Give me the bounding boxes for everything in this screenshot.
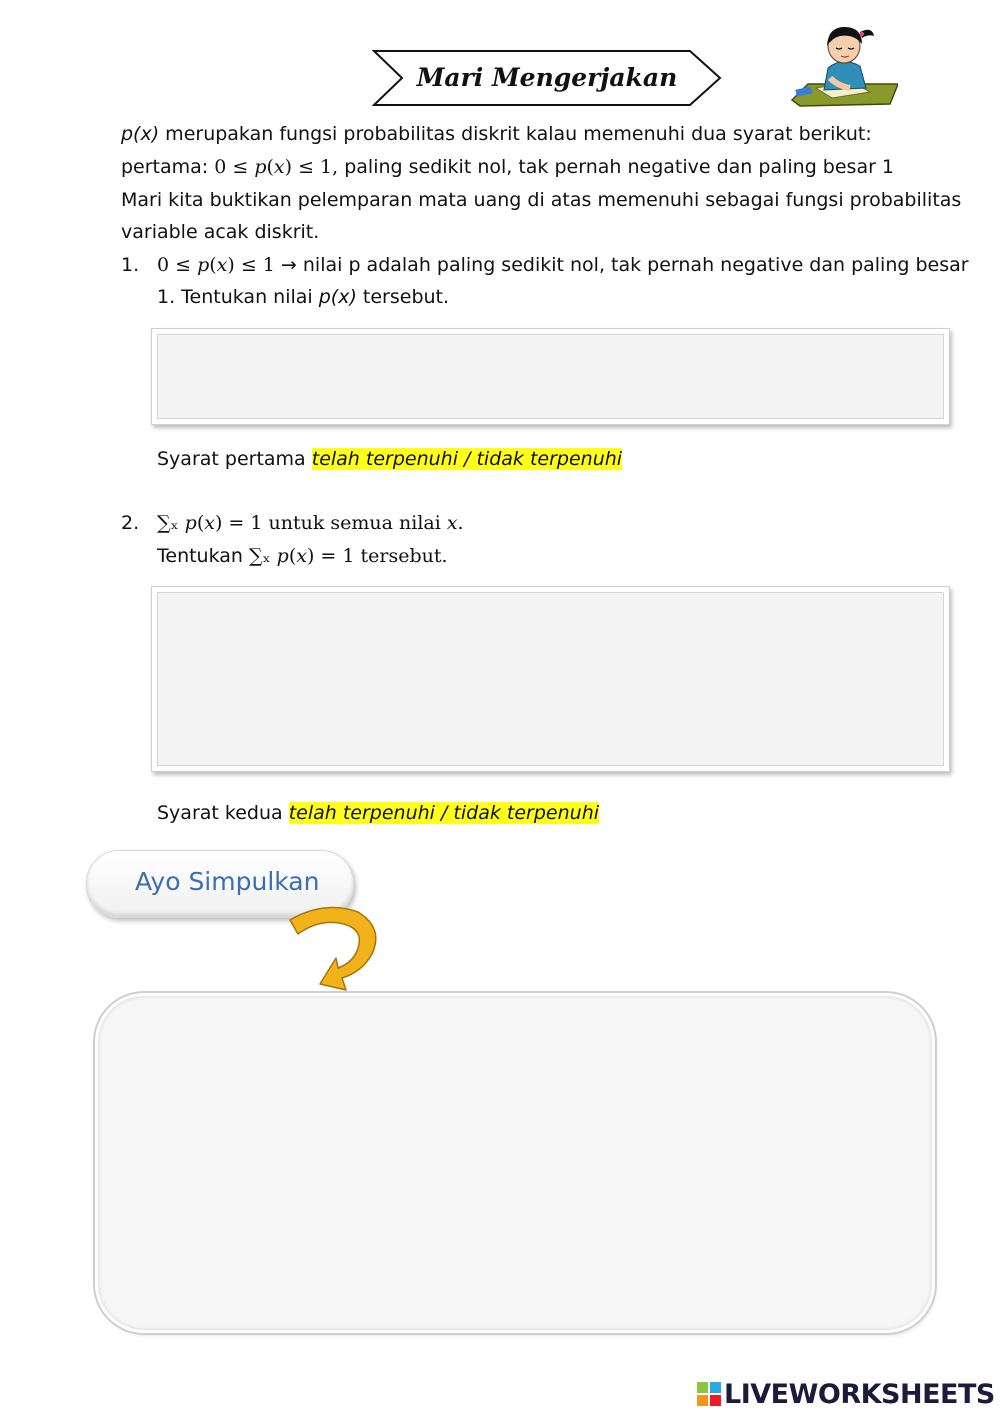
liveworksheets-logo-icon xyxy=(696,1381,722,1407)
item-1-line-1 xyxy=(157,249,969,281)
item-2-formula: ∑ₓ 𝑝(𝑥) = 1 untuk semua nilai 𝑥. xyxy=(157,512,464,534)
item-1-line-2-prefix: 1. Tentukan nilai xyxy=(157,286,319,308)
item-2-line-2 xyxy=(157,540,448,572)
condition-2-choice[interactable]: telah terpenuhi / tidak terpenuhi xyxy=(288,802,600,824)
item-1-formula: 0 ≤ 𝑝(𝑥) ≤ 1 xyxy=(157,254,275,276)
intro-line-2-prefix: pertama: xyxy=(121,156,215,178)
intro-line-2 xyxy=(121,151,894,183)
item-1-text: → nilai p adalah paling sedikit nol, tak pernah negative dan paling besar xyxy=(274,254,969,276)
liveworksheets-brand xyxy=(696,1374,995,1414)
title-banner xyxy=(372,50,722,106)
conclusion-label: Ayo Simpulkan xyxy=(135,867,320,896)
answer-input-2[interactable] xyxy=(152,587,949,771)
condition-2 xyxy=(157,797,599,829)
answer-box-2 xyxy=(151,586,950,772)
item-1-line-2-suffix: tersebut. xyxy=(356,286,450,308)
item-1-line-2 xyxy=(157,281,449,313)
curved-arrow-icon xyxy=(284,898,384,994)
item-1-number: 1. xyxy=(121,254,140,276)
intro-line-1-text: merupakan fungsi probabilitas diskrit kalau memenuhi dua syarat berikut: xyxy=(159,123,872,145)
item-2-line-2-prefix: Tentukan xyxy=(157,545,249,567)
conclusion-box xyxy=(98,996,932,1330)
page-title: Mari Mengerjakan xyxy=(416,63,678,92)
item-2-line-2-formula: ∑ₓ 𝑝(𝑥) = 1 tersebut. xyxy=(249,545,448,567)
intro-line-1 xyxy=(121,118,872,150)
condition-2-label: Syarat kedua xyxy=(157,802,289,824)
term-px: p(x) xyxy=(121,123,160,145)
conclusion-input[interactable] xyxy=(98,996,932,1330)
condition-1-choice[interactable]: telah terpenuhi / tidak terpenuhi xyxy=(311,448,623,470)
intro-line-2-text: paling sedikit nol, tak pernah negative dan paling besar 1 xyxy=(338,156,895,178)
item-1-term: p(x) xyxy=(318,286,357,308)
brand-name: LIVEWORKSHEETS xyxy=(724,1378,995,1410)
answer-input-1[interactable] xyxy=(152,329,949,424)
condition-1-label: Syarat pertama xyxy=(157,448,312,470)
item-2-number: 2. xyxy=(121,512,140,534)
intro-line-4: variable acak diskrit. xyxy=(121,221,320,243)
formula-first-condition: 0 ≤ 𝑝(𝑥) ≤ 1, xyxy=(214,156,339,178)
girl-writing-icon xyxy=(790,22,898,110)
condition-1 xyxy=(157,443,622,475)
answer-box-1 xyxy=(151,328,950,425)
intro-line-3: Mari kita buktikan pelemparan mata uang di atas memenuhi sebagai fungsi probabilitas xyxy=(121,189,962,211)
